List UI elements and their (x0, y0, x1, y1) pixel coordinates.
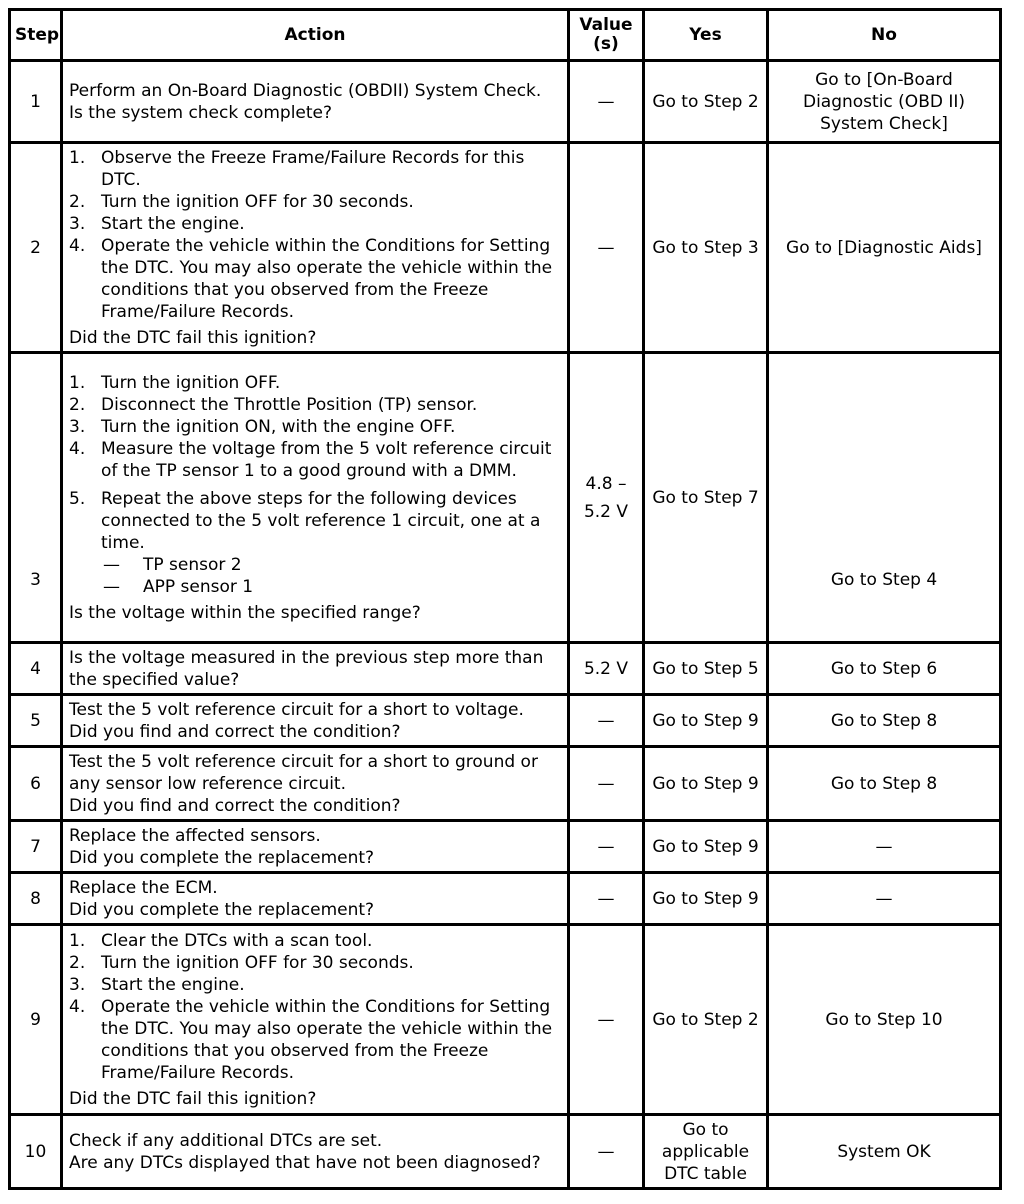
step-number: 3 (10, 353, 62, 643)
diagnostic-table-wrapper (8, 8, 1002, 1190)
step-number: 2 (10, 143, 62, 353)
list-item: 4. Measure the voltage from the 5 volt reference circuit of the TP sensor 1 to a good ground with a DMM. (69, 438, 552, 481)
table-row (10, 643, 1001, 695)
no-cell: Go to Step 4 (768, 353, 1001, 643)
yes-cell: Go to Step 5 (644, 643, 768, 695)
action-line: Test the 5 volt reference circuit for a short to ground or any sensor low reference circuit. (69, 751, 538, 794)
value-cell: — (569, 821, 644, 873)
value-cell: — (569, 747, 644, 821)
value-cell: 4.8 – 5.2 V (569, 353, 644, 643)
table-row (10, 695, 1001, 747)
action-cell (62, 353, 569, 643)
action-cell (62, 821, 569, 873)
no-cell: Go to [Diagnostic Aids] (768, 143, 1001, 353)
yes-cell: Go to applicable DTC table (644, 1115, 768, 1189)
header-action: Action (62, 10, 569, 61)
step-number: 10 (10, 1115, 62, 1189)
action-line: Check if any additional DTCs are set. (69, 1130, 383, 1151)
action-question: Did you find and correct the condition? (69, 795, 401, 816)
header-yes: Yes (644, 10, 768, 61)
header-row (10, 10, 1001, 61)
action-question: Is the system check complete? (69, 102, 333, 123)
action-question: Did you complete the replacement? (69, 847, 375, 868)
action-question: Did the DTC fail this ignition? (69, 327, 317, 348)
action-cell (62, 61, 569, 143)
action-question: Are any DTCs displayed that have not been diagnosed? (69, 1152, 541, 1173)
diagnostic-table (8, 8, 1002, 1190)
table-row (10, 1115, 1001, 1189)
no-cell: — (768, 873, 1001, 925)
no-cell: System OK (768, 1115, 1001, 1189)
action-cell (62, 143, 569, 353)
yes-cell: Go to Step 9 (644, 873, 768, 925)
action-list (69, 930, 563, 1084)
table-row (10, 873, 1001, 925)
list-item: 2. Disconnect the Throttle Position (TP) sensor. (69, 394, 478, 415)
value-cell: — (569, 61, 644, 143)
list-item: 3. Start the engine. (69, 213, 245, 234)
header-value: Value (s) (569, 10, 644, 61)
action-question: Is the voltage measured in the previous step more than the specified value? (69, 647, 544, 690)
list-item: 1. Observe the Freeze Frame/Failure Records for this DTC. (69, 147, 525, 190)
step-number: 1 (10, 61, 62, 143)
list-item: 4. Operate the vehicle within the Conditions for Setting the DTC. You may also operate the vehicle within the conditions that you observed from the Freeze Frame/Failure Records. (69, 996, 553, 1083)
action-question: Did the DTC fail this ignition? (69, 1088, 317, 1109)
list-item: 4. Operate the vehicle within the Conditions for Setting the DTC. You may also operate the vehicle within the conditions that you observed from the Freeze Frame/Failure Records. (69, 235, 553, 322)
list-item: 5. Repeat the above steps for the following devices connected to the 5 volt reference 1 circuit, one at a time. (69, 488, 541, 553)
action-question: Did you find and correct the condition? (69, 721, 401, 742)
action-list (69, 372, 563, 554)
action-question: Did you complete the replacement? (69, 899, 375, 920)
action-cell (62, 1115, 569, 1189)
no-cell: Go to Step 10 (768, 925, 1001, 1115)
sub-item: — TP sensor 2 (103, 554, 242, 575)
header-no: No (768, 10, 1001, 61)
yes-cell: Go to Step 2 (644, 925, 768, 1115)
step-number: 7 (10, 821, 62, 873)
table-row (10, 925, 1001, 1115)
action-cell (62, 925, 569, 1115)
list-item: 3. Turn the ignition ON, with the engine OFF. (69, 416, 456, 437)
no-cell: — (768, 821, 1001, 873)
step-number: 6 (10, 747, 62, 821)
list-item: 2. Turn the ignition OFF for 30 seconds. (69, 191, 414, 212)
action-line: Replace the affected sensors. (69, 825, 321, 846)
no-cell: Go to [On-Board Diagnostic (OBD II) System Check] (768, 61, 1001, 143)
action-cell (62, 747, 569, 821)
action-list (69, 147, 563, 323)
yes-cell: Go to Step 3 (644, 143, 768, 353)
no-cell: Go to Step 8 (768, 695, 1001, 747)
list-item: 1. Turn the ignition OFF. (69, 372, 281, 393)
yes-cell: Go to Step 9 (644, 747, 768, 821)
sub-item: — APP sensor 1 (103, 576, 254, 597)
value-cell: — (569, 925, 644, 1115)
yes-cell: Go to Step 2 (644, 61, 768, 143)
list-item: 3. Start the engine. (69, 974, 245, 995)
step-number: 4 (10, 643, 62, 695)
yes-cell: Go to Step 9 (644, 695, 768, 747)
list-item: 1. Clear the DTCs with a scan tool. (69, 930, 373, 951)
action-cell (62, 643, 569, 695)
value-cell: — (569, 1115, 644, 1189)
yes-cell: Go to Step 7 (644, 353, 768, 643)
value-cell: — (569, 695, 644, 747)
value-cell: — (569, 873, 644, 925)
table-row (10, 821, 1001, 873)
action-line: Test the 5 volt reference circuit for a short to voltage. (69, 699, 524, 720)
table-row (10, 143, 1001, 353)
action-cell (62, 873, 569, 925)
action-line: Perform an On-Board Diagnostic (OBDII) System Check. (69, 80, 542, 101)
yes-cell: Go to Step 9 (644, 821, 768, 873)
value-cell: 5.2 V (569, 643, 644, 695)
table-row (10, 747, 1001, 821)
step-number: 8 (10, 873, 62, 925)
action-line: Replace the ECM. (69, 877, 218, 898)
step-number: 5 (10, 695, 62, 747)
table-row (10, 61, 1001, 143)
table-row (10, 353, 1001, 643)
no-cell: Go to Step 6 (768, 643, 1001, 695)
list-item: 2. Turn the ignition OFF for 30 seconds. (69, 952, 414, 973)
action-question: Is the voltage within the specified range? (69, 602, 421, 623)
step-number: 9 (10, 925, 62, 1115)
header-step: Step (10, 10, 62, 61)
action-cell (62, 695, 569, 747)
no-cell: Go to Step 8 (768, 747, 1001, 821)
value-cell: — (569, 143, 644, 353)
